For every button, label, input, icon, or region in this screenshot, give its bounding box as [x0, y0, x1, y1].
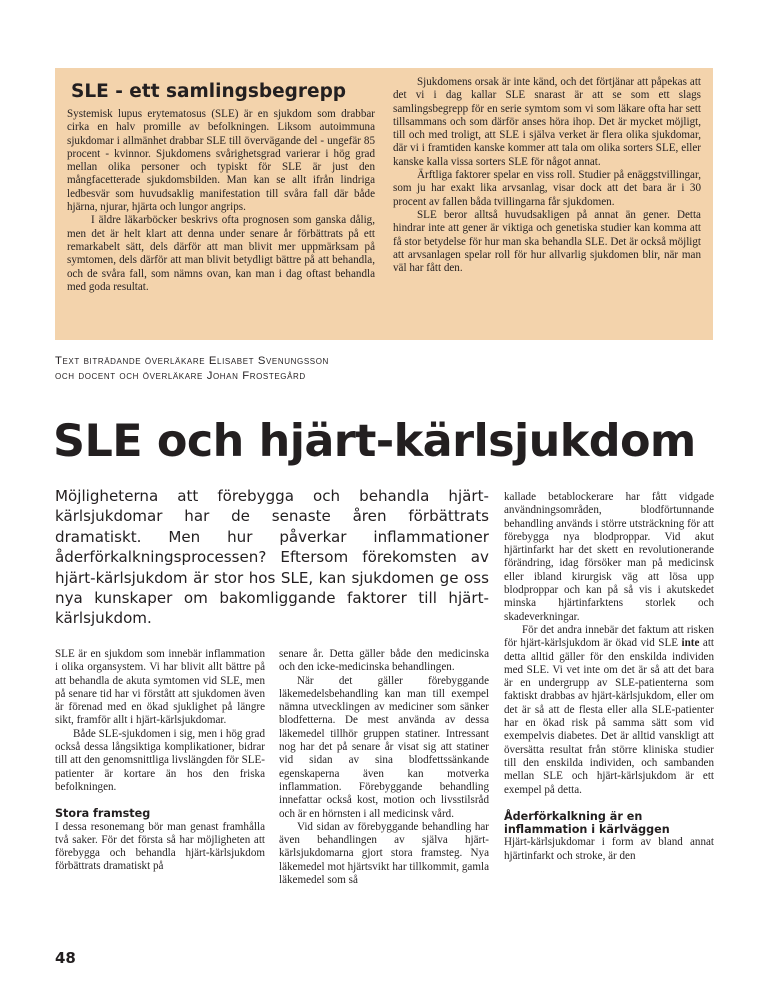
- sidebar-left-column: [67, 76, 375, 294]
- sidebar-title: SLE - ett samlingsbegrepp: [71, 81, 347, 102]
- body-column-3: [504, 491, 714, 863]
- body-paragraph: [504, 624, 714, 797]
- sidebar-paragraph: SLE beror alltså huvudsakligen på annat än gener. Detta hindrar inte att gener är viktiga och genetiska studier kan komma att få stor betydelse för hur man ska behandla SLE. Det är också möjligt att arvsanlagen spelar roll för hur allvarlig sjukdomen blir, när man väl har fått den.: [393, 208, 701, 275]
- body-paragraph: kallade betablockerare har fått vidgade användningsområden, blodförtunnande behandling används i större utsträckning för att förebygga nya blodproppar. Vid akut hjärtinfarkt har det skett en revolutionerande förändring, idag försöker man på medicinsk eller ibland kirurgisk väg att lösa upp blodproppar och kan på så vis i akutskedet minska hjärtinfarktens storlek och skadeverkningar.: [504, 491, 714, 623]
- sidebar-right-column: [393, 76, 701, 275]
- sidebar-box: [55, 68, 713, 340]
- article-headline: SLE och hjärt-kärlsjukdom: [53, 416, 696, 467]
- body-paragraph: Vid sidan av förebyggande behandling har även behandlingen av själva hjärt-kärlsjukdomarna gjort stora framsteg. Nya läkemedel mot hjärtsvikt har tillkommit, gamla läkemedel som så: [279, 820, 489, 887]
- article-intro: Möjligheterna att förebygga och behandla hjärt-kärlsjukdomar har de senaste åren förbättrats dramatiskt. Men hur påverkar inflammationer åderförkalkningsprocessen? Eftersom förekomsten av hjärt-kärlsjukdom är stor hos SLE, kan sjukdomen ge oss nya kunskaper om bakomliggande faktorer till hjärt-kärlsjukdom.: [55, 487, 489, 628]
- sidebar-paragraph: Ärftliga faktorer spelar en viss roll. Studier på enäggstvillingar, som ju har exakt lika arvsanlag, visar dock att det bara är i 30 procent av fallen båda tvillingarna får sjukdomen.: [393, 169, 701, 208]
- body-paragraph: senare år. Detta gäller både den medicinska och den icke-medicinska behandlingen.: [279, 648, 489, 674]
- subheading: Åderförkalkning är en inflammation i kärlväggen: [504, 809, 670, 837]
- sidebar-paragraph: Systemisk lupus erytematosus (SLE) är en sjukdom som drabbar cirka en halv promille av befolkningen. Liksom autoimmuna sjukdomar i allmänhet drabbar SLE till övervägande del - ungefär 85 procent - kvinnor. Sjukdomens svårighetsgrad varierar i hög grad mellan olika personer och typiskt för SLE är just den mångfacetterade sjukdomsbilden. Man kan se allt ifrån lindriga ledbesvär som huvudsaklig manifestation till svåra fall där både hjärna, njurar, hjärta och lungor angrips.: [67, 108, 375, 214]
- author-credit: [55, 354, 329, 383]
- body-paragraph: I dessa resonemang bör man genast framhålla två saker. För det första så har möjligheten att förebygga och behandla hjärt-kärlsjukdom förbättrats dramatiskt på: [55, 820, 265, 873]
- emphasis-text: inte: [681, 637, 700, 650]
- author-credit-line: och docent och överläkare Johan Frostegård: [55, 369, 306, 382]
- body-text: att detta alltid gäller för den enskilda individen med SLE. Vi vet inte om det är så att det bara är en undergrupp av SLE-patienterna som faktiskt drabbas av hjärt-kärlsjukdom, eller om det är så att de flesta eller alla SLE-patienter har en ökad risk på samma sätt som vid exempelvis diabetes. Det är alltid vanskligt att översätta resultat från större kliniska studier till den enskilda individen, och sambanden mellan SLE och hjärt-kärlsjukdom är ett exempel på detta.: [504, 637, 714, 796]
- body-column-2: [279, 648, 489, 887]
- subheading: Stora framsteg: [55, 807, 151, 821]
- body-paragraph: Hjärt-kärlsjukdomar i form av bland annat hjärtinfarkt och stroke, är den: [504, 836, 714, 862]
- sidebar-paragraph: I äldre läkarböcker beskrivs ofta prognosen som ganska dålig, men det är helt klart att denna under senare år förbättrats på ett remarkabelt sätt, dels därför att man blivit mer uppmärksam på symtomen, dels därför att man blivit betydligt bättre på att behandla, och de svåra fall, som nämns ovan, kan man i dag oftast behandla med goda resultat.: [67, 214, 375, 293]
- body-paragraph: SLE är en sjukdom som innebär inflammation i olika organsystem. Vi har blivit allt bättre på att behandla de akuta symtomen vid SLE, men på senare tid har vi förstått att sjukdomen även är förenad med en ökad sjuklighet på längre sikt, framför allt i hjärt-kärlsjukdomar.: [55, 648, 265, 727]
- sidebar-paragraph: Sjukdomens orsak är inte känd, och det förtjänar att påpekas att det vi i dag kallar SLE snarast är att se som ett slags samlingsbegrepp för en serie symtom som vi som läkare ofta har sett tillsammans och som därför anses höra ihop. Det är mycket möjligt, till och med troligt, att SLE i själva verket är flera olika sjukdomar, där vi i framtiden kanske kommer att tala om olika sorters SLE, eller kanske kalla vissa sorters SLE för något annat.: [393, 76, 701, 168]
- body-paragraph: Både SLE-sjukdomen i sig, men i hög grad också dessa långsiktiga komplikationer, bidrar till att den genomsnittliga livslängden för SLE-patienter är kortare än hos den friska befolkningen.: [55, 727, 265, 793]
- author-credit-line: Text biträdande överläkare Elisabet Svenungsson: [55, 355, 329, 367]
- body-column-1: [55, 648, 265, 874]
- body-paragraph: När det gäller förebyggande läkemedelsbehandling kan man till exempel nämna utvecklingen av mediciner som sänker blodfetterna. De mest använda av dessa läkemedel tillhör gruppen statiner. Intressant nog har det på senare år visat sig att statiner vid sidan av sina blodfettssänkande egenskaperna även kan motverka inflammation. Förebyggande behandling innefattar också kost, motion och livsstilsråd och är en hörnsten i all medicinsk vård.: [279, 674, 489, 820]
- body-text: För det andra innebär det faktum att risken för hjärt-kärlsjukdom är ökad vid SLE: [504, 623, 714, 650]
- page-number: 48: [55, 949, 76, 967]
